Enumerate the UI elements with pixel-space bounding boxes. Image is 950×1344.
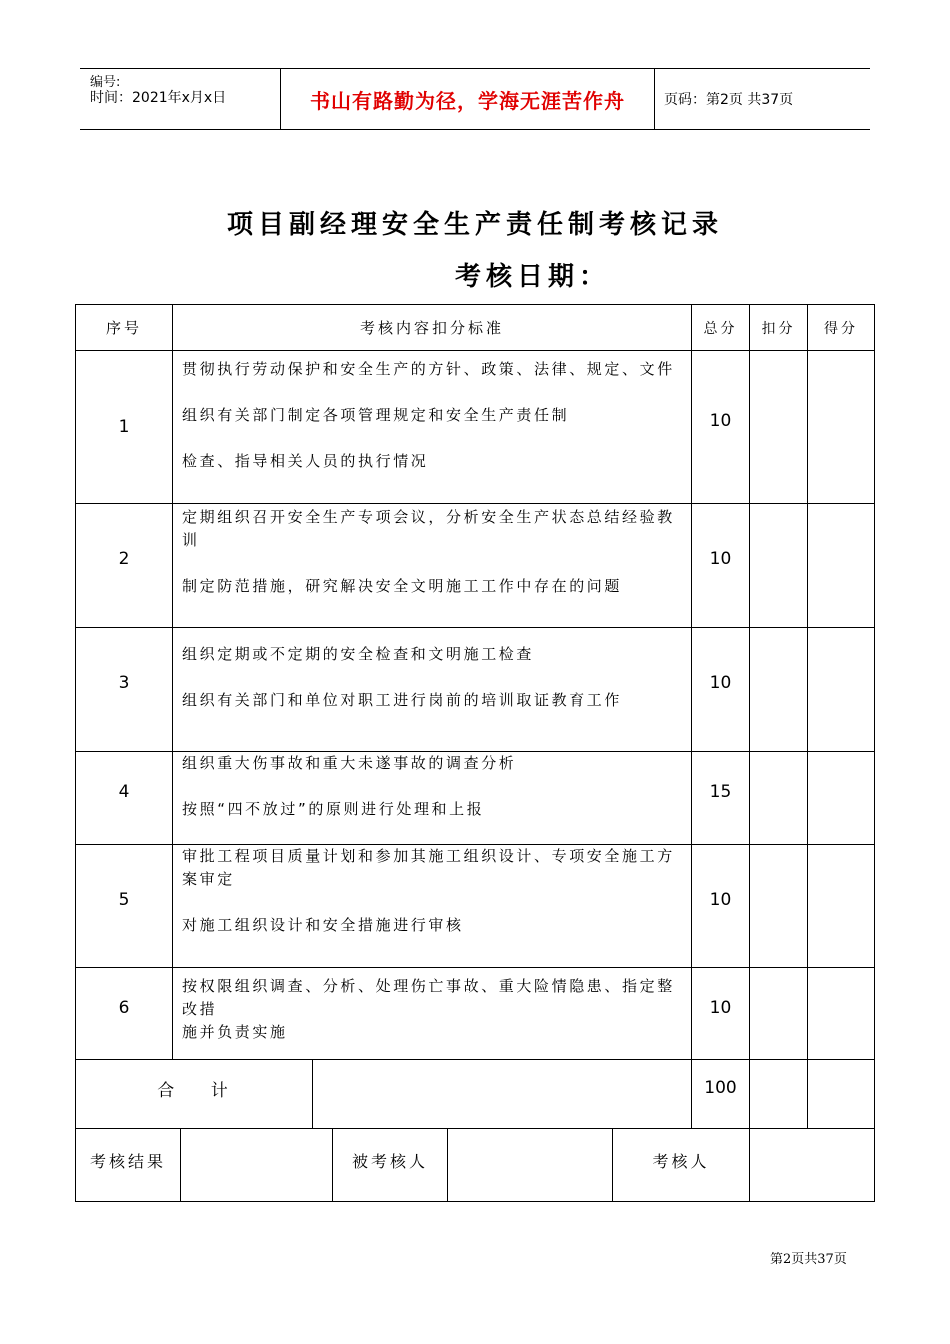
row-2-line-1: 定期组织召开安全生产专项会议，分析安全生产状态总结经验教 <box>182 508 675 526</box>
examinee-label: 被考核人 <box>351 1151 428 1171</box>
row-3-total: 10 <box>709 673 732 693</box>
row-1-line-1: 贯彻执行劳动保护和安全生产的方针、政策、法律、规定、文件 <box>182 360 675 378</box>
result-label: 考核结果 <box>89 1151 166 1171</box>
sum-label: 合 计 <box>157 1080 231 1101</box>
row-1-content <box>182 358 687 473</box>
header-page-number: 页码：第2页 共37页 <box>664 92 794 108</box>
row-5-total: 10 <box>709 890 732 910</box>
row-4-seq: 4 <box>118 782 130 802</box>
row-5-content <box>182 845 687 937</box>
doc-date: 时间：2021年x月x日 <box>90 90 227 106</box>
header-total: 总分 <box>703 320 738 337</box>
document-title: 项目副经理安全生产责任制考核记录 <box>226 210 723 240</box>
row-2-line-3: 制定防范措施，研究解决安全文明施工工作中存在的问题 <box>182 577 623 595</box>
page-footer: 第2页共37页 <box>770 1252 847 1267</box>
result-value[interactable] <box>181 1129 332 1201</box>
row-1-line-2: 组织有关部门制定各项管理规定和安全生产责任制 <box>182 406 570 424</box>
examiner-value[interactable] <box>750 1129 874 1201</box>
row-5-seq: 5 <box>118 890 130 910</box>
row-3-content <box>182 643 687 712</box>
row-3-line-2: 组织有关部门和单位对职工进行岗前的培训取证教育工作 <box>182 691 623 709</box>
row-6-seq: 6 <box>118 998 130 1018</box>
row-1-seq: 1 <box>118 417 130 437</box>
assessment-date-label: 考核日期： <box>455 262 611 292</box>
doc-number-label: 编号: <box>90 75 121 90</box>
examinee-value[interactable] <box>448 1129 612 1201</box>
row-2-line-2: 训 <box>182 531 200 549</box>
row-6-content <box>182 975 687 1044</box>
row-5-line-2: 案审定 <box>182 870 235 888</box>
row-2-total: 10 <box>709 549 732 569</box>
row-5-line-3: 对施工组织设计和安全措施进行审核 <box>182 916 464 934</box>
row-4-line-1: 组织重大伤事故和重大未遂事故的调查分析 <box>182 754 517 772</box>
header-content: 考核内容扣分标准 <box>359 319 504 337</box>
row-4-content <box>182 752 687 821</box>
row-2-content <box>182 506 687 598</box>
row-6-total: 10 <box>709 998 732 1018</box>
header-seq: 序号 <box>105 319 142 337</box>
header-motto: 书山有路勤为径，学海无涯苦作舟 <box>280 69 655 129</box>
row-5-line-1: 审批工程项目质量计划和参加其施工组织设计、专项安全施工方 <box>182 847 675 865</box>
examiner-label: 考核人 <box>652 1151 710 1171</box>
header-deduct: 扣分 <box>761 320 796 337</box>
row-1-total: 10 <box>709 411 732 431</box>
row-3-seq: 3 <box>118 673 130 693</box>
header-score: 得分 <box>824 320 858 337</box>
row-4-total: 15 <box>709 782 732 802</box>
row-1-line-3: 检查、指导相关人员的执行情况 <box>182 452 429 470</box>
sum-total: 100 <box>704 1078 737 1098</box>
row-3-line-1: 组织定期或不定期的安全检查和文明施工检查 <box>182 645 535 663</box>
row-6-line-2: 施并负责实施 <box>182 1023 288 1041</box>
row-4-line-2: 按照“四不放过”的原则进行处理和上报 <box>182 800 485 818</box>
row-6-line-1: 按权限组织调查、分析、处理伤亡事故、重大险情隐患、指定整改措 <box>182 977 675 1018</box>
row-2-seq: 2 <box>118 549 130 569</box>
